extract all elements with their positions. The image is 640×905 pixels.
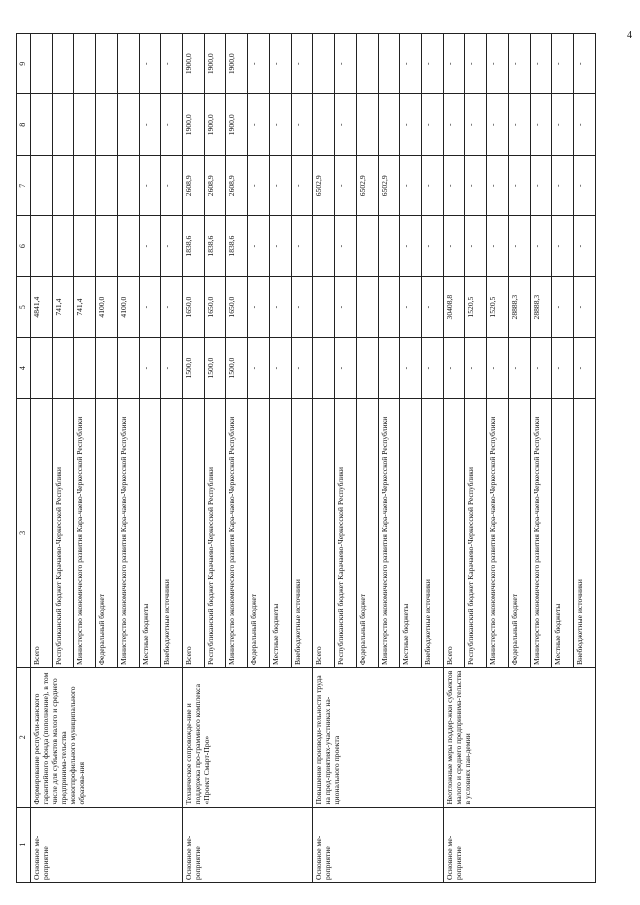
value-cell-v5	[356, 276, 378, 338]
value-cell-v7: -	[400, 156, 422, 216]
value-cell-v4: -	[573, 338, 595, 398]
value-cell-v8: -	[465, 94, 487, 156]
funding-source-cell: Министерство экономического развития Кара-чаево-Черкесской Республики	[487, 398, 509, 667]
value-cell-v5: -	[161, 276, 183, 338]
funding-source-cell: Местные бюджеты	[139, 398, 161, 667]
value-cell-v4: -	[465, 338, 487, 398]
value-cell-v4	[378, 338, 400, 398]
value-cell-v6: -	[248, 216, 270, 276]
value-cell-v4	[96, 338, 118, 398]
value-cell-v5: 28888,3	[530, 276, 552, 338]
funding-source-cell: Федеральный бюджет	[356, 398, 378, 667]
value-cell-v7: -	[161, 156, 183, 216]
value-cell-v4	[74, 338, 96, 398]
funding-source-cell: Внебюджетные источники	[421, 398, 443, 667]
value-cell-v6: 1838,6	[183, 216, 205, 276]
funding-source-cell: Местные бюджеты	[400, 398, 422, 667]
value-cell-v4	[52, 338, 74, 398]
value-cell-v8	[74, 94, 96, 156]
value-cell-v5: -	[400, 276, 422, 338]
value-cell-v6: -	[508, 216, 530, 276]
value-cell-v9: -	[400, 34, 422, 94]
funding-source-cell: Всего	[31, 398, 53, 667]
value-cell-v9	[74, 34, 96, 94]
value-cell-v8	[356, 94, 378, 156]
value-cell-v4	[117, 338, 139, 398]
value-cell-v5: -	[573, 276, 595, 338]
value-cell-v4: -	[552, 338, 574, 398]
value-cell-v4: -	[487, 338, 509, 398]
funding-source-cell: Внебюджетные источники	[573, 398, 595, 667]
value-cell-v8: -	[421, 94, 443, 156]
value-cell-v5: 741,4	[74, 276, 96, 338]
value-cell-v8	[52, 94, 74, 156]
value-cell-v6	[31, 216, 53, 276]
value-cell-v9	[52, 34, 74, 94]
category-cell: Основное ме-роприятие	[31, 807, 183, 882]
value-cell-v9: 1900,0	[183, 34, 205, 94]
value-cell-v5: 4100,0	[96, 276, 118, 338]
column-header: 5	[17, 276, 31, 338]
value-cell-v5: 1650,0	[226, 276, 248, 338]
value-cell-v4: 1500,0	[204, 338, 226, 398]
value-cell-v8: 1900,0	[204, 94, 226, 156]
value-cell-v6: -	[443, 216, 465, 276]
value-cell-v9	[31, 34, 53, 94]
value-cell-v8: 1900,0	[226, 94, 248, 156]
value-cell-v5	[313, 276, 335, 338]
value-cell-v6	[313, 216, 335, 276]
value-cell-v5: -	[248, 276, 270, 338]
value-cell-v5: 4100,0	[117, 276, 139, 338]
measure-name-cell: Неотложные меры поддер-жки субъектов малого и среднего предпринима-тельства в условиях пан-демии	[443, 667, 595, 807]
value-cell-v4	[313, 338, 335, 398]
funding-source-cell: Федеральный бюджет	[248, 398, 270, 667]
value-cell-v6: -	[552, 216, 574, 276]
value-cell-v5: -	[335, 276, 357, 338]
value-cell-v6	[52, 216, 74, 276]
funding-source-cell: Местные бюджеты	[269, 398, 291, 667]
value-cell-v8: -	[248, 94, 270, 156]
column-header: 1	[17, 807, 31, 882]
funding-source-cell: Республиканский бюджет Карачаево-Черкесской Республики	[204, 398, 226, 667]
value-cell-v7: -	[139, 156, 161, 216]
funding-source-cell: Местные бюджеты	[552, 398, 574, 667]
column-header: 6	[17, 216, 31, 276]
value-cell-v9: -	[552, 34, 574, 94]
value-cell-v5: -	[269, 276, 291, 338]
funding-source-cell: Всего	[183, 398, 205, 667]
value-cell-v9: -	[248, 34, 270, 94]
value-cell-v7	[74, 156, 96, 216]
funding-source-cell: Всего	[313, 398, 335, 667]
column-header: 9	[17, 34, 31, 94]
value-cell-v8: -	[487, 94, 509, 156]
value-cell-v9: -	[530, 34, 552, 94]
table-row	[313, 34, 335, 883]
value-cell-v4	[31, 338, 53, 398]
value-cell-v7: -	[335, 156, 357, 216]
funding-source-cell: Внебюджетные источники	[161, 398, 183, 667]
measure-name-cell: Формирование республи-канского гарантийного фонда (пополнение), в том числе для субъектов малого и среднего предпринима-тельства моногпрофильного муниципального образова-ния	[31, 667, 183, 807]
value-cell-v9	[356, 34, 378, 94]
budget-table	[16, 33, 596, 883]
value-cell-v7	[117, 156, 139, 216]
value-cell-v4: 1500,0	[226, 338, 248, 398]
value-cell-v7: -	[530, 156, 552, 216]
value-cell-v8: -	[443, 94, 465, 156]
value-cell-v5: 1520,5	[465, 276, 487, 338]
funding-source-cell: Министерство экономического развития Кара-чаево-Черкесской Республики	[117, 398, 139, 667]
value-cell-v7: 2608,9	[226, 156, 248, 216]
value-cell-v9	[117, 34, 139, 94]
value-cell-v4: -	[291, 338, 313, 398]
value-cell-v6: -	[487, 216, 509, 276]
value-cell-v9: -	[291, 34, 313, 94]
column-header: 8	[17, 94, 31, 156]
value-cell-v9: -	[335, 34, 357, 94]
value-cell-v6: -	[573, 216, 595, 276]
value-cell-v8: -	[573, 94, 595, 156]
value-cell-v6	[96, 216, 118, 276]
value-cell-v9: -	[443, 34, 465, 94]
value-cell-v7	[31, 156, 53, 216]
value-cell-v7: -	[269, 156, 291, 216]
value-cell-v6: -	[335, 216, 357, 276]
value-cell-v8: -	[139, 94, 161, 156]
value-cell-v5: 30408,8	[443, 276, 465, 338]
category-cell: Основное ме-роприятие	[183, 807, 313, 882]
funding-source-cell: Республиканский бюджет Карачаево-Черкесской Республики	[465, 398, 487, 667]
value-cell-v4: -	[508, 338, 530, 398]
value-cell-v8	[117, 94, 139, 156]
funding-source-cell: Республиканский бюджет Карачаево-Черкесской Республики	[52, 398, 74, 667]
value-cell-v5	[378, 276, 400, 338]
value-cell-v6: 1838,6	[226, 216, 248, 276]
value-cell-v7	[96, 156, 118, 216]
value-cell-v7: -	[465, 156, 487, 216]
value-cell-v9: -	[508, 34, 530, 94]
measure-name-cell: Техническое сопровожде-ние и поддержка про-граммного комплекса «Проект Смарт-Про»	[183, 667, 313, 807]
value-cell-v4: -	[530, 338, 552, 398]
value-cell-v6	[117, 216, 139, 276]
value-cell-v7: 2608,9	[183, 156, 205, 216]
category-cell: Основное ме-роприятие	[313, 807, 443, 882]
value-cell-v5: 4841,4	[31, 276, 53, 338]
table-row	[443, 34, 465, 883]
value-cell-v6: -	[421, 216, 443, 276]
value-cell-v4: -	[335, 338, 357, 398]
value-cell-v9: 1900,0	[226, 34, 248, 94]
funding-source-cell: Министерство экономического развития Кара-чаево-Черкесской Республики	[530, 398, 552, 667]
funding-source-cell: Федеральный бюджет	[508, 398, 530, 667]
funding-source-cell: Республиканский бюджет Карачаево-Черкесской Республики	[335, 398, 357, 667]
value-cell-v4: -	[248, 338, 270, 398]
value-cell-v8: -	[161, 94, 183, 156]
value-cell-v6: -	[139, 216, 161, 276]
value-cell-v9: -	[487, 34, 509, 94]
value-cell-v5: -	[421, 276, 443, 338]
funding-source-cell: Внебюджетные источники	[291, 398, 313, 667]
category-cell: Основное ме-роприятие	[443, 807, 595, 882]
value-cell-v7: 6502,9	[378, 156, 400, 216]
value-cell-v4: -	[421, 338, 443, 398]
value-cell-v7: 6502,9	[356, 156, 378, 216]
column-header: 4	[17, 338, 31, 398]
value-cell-v4: -	[161, 338, 183, 398]
value-cell-v8: 1900,0	[183, 94, 205, 156]
value-cell-v9: -	[161, 34, 183, 94]
funding-source-cell: Министерство экономического развития Кара-чаево-Черкесской Республики	[226, 398, 248, 667]
value-cell-v7: 6502,9	[313, 156, 335, 216]
value-cell-v4: -	[400, 338, 422, 398]
value-cell-v9: 1900,0	[204, 34, 226, 94]
value-cell-v8: -	[291, 94, 313, 156]
column-header: 2	[17, 667, 31, 807]
value-cell-v8	[313, 94, 335, 156]
funding-source-cell: Федеральный бюджет	[96, 398, 118, 667]
value-cell-v5: 28888,3	[508, 276, 530, 338]
value-cell-v7: -	[248, 156, 270, 216]
value-cell-v7: 2608,9	[204, 156, 226, 216]
value-cell-v4: -	[269, 338, 291, 398]
value-cell-v8	[31, 94, 53, 156]
value-cell-v8: -	[400, 94, 422, 156]
value-cell-v9: -	[573, 34, 595, 94]
value-cell-v7: -	[443, 156, 465, 216]
value-cell-v6: -	[400, 216, 422, 276]
value-cell-v6: -	[291, 216, 313, 276]
page-number: 4	[627, 30, 632, 41]
value-cell-v8: -	[530, 94, 552, 156]
value-cell-v7: -	[552, 156, 574, 216]
value-cell-v4: 1500,0	[183, 338, 205, 398]
funding-source-cell: Всего	[443, 398, 465, 667]
value-cell-v4: -	[443, 338, 465, 398]
value-cell-v9	[96, 34, 118, 94]
value-cell-v6: -	[269, 216, 291, 276]
value-cell-v8: -	[508, 94, 530, 156]
value-cell-v6	[74, 216, 96, 276]
value-cell-v7: -	[291, 156, 313, 216]
value-cell-v4	[356, 338, 378, 398]
value-cell-v8: -	[552, 94, 574, 156]
value-cell-v5: -	[552, 276, 574, 338]
value-cell-v8	[378, 94, 400, 156]
value-cell-v8: -	[269, 94, 291, 156]
value-cell-v5: -	[139, 276, 161, 338]
value-cell-v9	[378, 34, 400, 94]
table-row	[183, 34, 205, 883]
funding-source-cell: Министерство экономического развития Кара-чаево-Черкесской Республики	[74, 398, 96, 667]
value-cell-v9	[313, 34, 335, 94]
value-cell-v8	[96, 94, 118, 156]
value-cell-v5: -	[291, 276, 313, 338]
measure-name-cell: Повышение производи-тельности труда на пред-приятиях-участниках на-ционального проекта	[313, 667, 443, 807]
value-cell-v5: 1650,0	[183, 276, 205, 338]
value-cell-v5: 741,4	[52, 276, 74, 338]
value-cell-v6	[356, 216, 378, 276]
value-cell-v6: 1838,6	[204, 216, 226, 276]
value-cell-v5: 1520,5	[487, 276, 509, 338]
header-row	[17, 34, 31, 883]
value-cell-v9: -	[269, 34, 291, 94]
value-cell-v9: -	[139, 34, 161, 94]
value-cell-v6: -	[465, 216, 487, 276]
value-cell-v4: -	[139, 338, 161, 398]
value-cell-v6	[378, 216, 400, 276]
column-header: 3	[17, 398, 31, 667]
value-cell-v7	[52, 156, 74, 216]
table-row	[31, 34, 53, 883]
column-header: 7	[17, 156, 31, 216]
value-cell-v5: 1650,0	[204, 276, 226, 338]
rotated-table-sheet	[16, 33, 596, 883]
value-cell-v9: -	[421, 34, 443, 94]
value-cell-v6: -	[161, 216, 183, 276]
value-cell-v6: -	[530, 216, 552, 276]
value-cell-v7: -	[508, 156, 530, 216]
value-cell-v7: -	[573, 156, 595, 216]
funding-source-cell: Министерство экономического развития Кара-чаево-Черкесской Республики	[378, 398, 400, 667]
value-cell-v7: -	[487, 156, 509, 216]
value-cell-v9: -	[465, 34, 487, 94]
value-cell-v8: -	[335, 94, 357, 156]
value-cell-v7: -	[421, 156, 443, 216]
